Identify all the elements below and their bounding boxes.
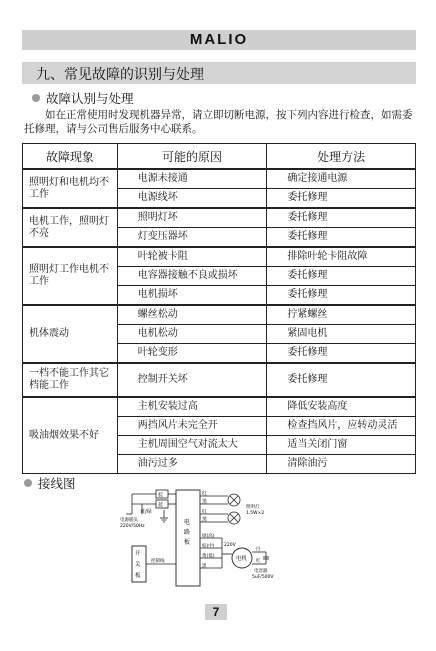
fix-cell: 确定接通电源 bbox=[267, 169, 416, 189]
control-line-label: 控制线 bbox=[151, 559, 165, 564]
section-header-bar bbox=[22, 62, 416, 84]
header-symptom: 故障现象 bbox=[23, 144, 118, 170]
wire-brown-label: 棕 bbox=[158, 492, 164, 499]
cause-cell: 叶轮被卡阻 bbox=[117, 247, 267, 267]
fix-cell: 委托修理 bbox=[267, 189, 416, 209]
fix-cell: 紧固电机 bbox=[267, 325, 416, 344]
fix-cell: 排除叶轮卡阻故障 bbox=[267, 247, 416, 267]
motor-label: 电机 bbox=[236, 556, 248, 562]
cause-cell: 主机安装过高 bbox=[117, 397, 267, 417]
voltage-label: 220V bbox=[224, 543, 236, 548]
table-header-row bbox=[23, 144, 416, 170]
fix-cell: 清除油污 bbox=[267, 455, 416, 474]
fix-cell: 委托修理 bbox=[267, 286, 416, 306]
page-number: 7 bbox=[205, 604, 227, 620]
fault-table bbox=[22, 143, 416, 474]
plug-label: 电源插头 bbox=[120, 518, 138, 523]
fix-cell: 委托修理 bbox=[267, 208, 416, 228]
table-row bbox=[23, 208, 416, 228]
intro-paragraph bbox=[24, 108, 416, 136]
fix-cell: 委托修理 bbox=[267, 267, 416, 286]
wire-yellow-green-label: 黄/绿 bbox=[140, 509, 152, 515]
capacitor-label: 电容器 bbox=[254, 569, 268, 574]
wire-brown-mid-label: 棕(中) bbox=[202, 544, 215, 549]
cause-cell: 灯变压器坏 bbox=[117, 228, 267, 248]
fix-cell: 委托修理 bbox=[267, 363, 416, 397]
plug-spec-label: 220V/50Hz bbox=[120, 524, 145, 529]
bullet-icon bbox=[24, 479, 32, 487]
lamp-spec-label: 1.5W×2 bbox=[246, 511, 265, 516]
fix-cell: 拧紧螺丝 bbox=[267, 305, 416, 325]
switch-label-2: 关 bbox=[135, 562, 141, 568]
wire-red-2-label: 红 bbox=[202, 509, 208, 515]
fault-heading: 故障认别与处理 bbox=[46, 91, 134, 106]
fix-cell: 降低安装高度 bbox=[267, 397, 416, 417]
cause-cell: 螺丝松动 bbox=[117, 305, 267, 325]
board-label-1: 电 bbox=[184, 519, 191, 526]
table-row bbox=[23, 397, 416, 417]
cause-cell: 叶轮变形 bbox=[117, 344, 267, 364]
table-row bbox=[23, 247, 416, 267]
wire-yellow-low-label: 黄(低) bbox=[202, 554, 215, 559]
cause-cell: 电源未接通 bbox=[117, 169, 267, 189]
cause-cell: 照明灯坏 bbox=[117, 208, 267, 228]
fix-cell: 委托修理 bbox=[267, 344, 416, 364]
fix-cell: 检查挡风片，应转动灵活 bbox=[267, 417, 416, 436]
cause-cell: 电机损坏 bbox=[117, 286, 267, 306]
section-title: 九、常见故障的识别与处理 bbox=[36, 67, 204, 83]
lamp-label: 照明灯 bbox=[246, 505, 260, 510]
wire-black-2-label: 黑 bbox=[202, 517, 208, 523]
wire-black-3-label: 黑 bbox=[202, 564, 207, 569]
wire-green-high-label: 绿(高) bbox=[202, 534, 215, 539]
cause-cell: 电容器接触不良或损坏 bbox=[117, 267, 267, 286]
intro-text: 如在正常使用时发现机器异常，请立即切断电源，按下列内容进行检查，如需委托修理，请与公司售后服务中心联系。 bbox=[24, 109, 413, 135]
brand-logo-text: MALIO bbox=[189, 31, 249, 48]
symptom-cell: 一档不能工作其它档能工作 bbox=[23, 363, 118, 397]
fix-cell: 委托修理 bbox=[267, 228, 416, 248]
switch-label-1: 开 bbox=[135, 551, 141, 557]
board-label-3: 板 bbox=[184, 539, 191, 546]
symptom-cell: 电机工作，照明灯不亮 bbox=[23, 208, 118, 247]
symptom-cell: 照明灯工作电机不工作 bbox=[23, 247, 118, 305]
wire-white-label: 白 bbox=[256, 547, 261, 552]
lamp-icon bbox=[228, 512, 240, 524]
board-label-2: 路 bbox=[184, 529, 191, 536]
switch-label-3: 板 bbox=[135, 573, 141, 579]
header-fix: 处理方法 bbox=[267, 144, 416, 170]
table-row bbox=[23, 363, 416, 397]
table-row bbox=[23, 305, 416, 325]
symptom-cell: 机体震动 bbox=[23, 305, 118, 363]
wire-red-1-label: 红 bbox=[202, 491, 208, 497]
ground-icon bbox=[160, 510, 168, 522]
cause-cell: 电机松动 bbox=[117, 325, 267, 344]
wiring-heading: 接线图 bbox=[38, 476, 76, 491]
cause-cell: 电源线坏 bbox=[117, 189, 267, 209]
capacitor-spec-label: 5uF/500V bbox=[252, 575, 274, 580]
wiring-diagram bbox=[118, 488, 288, 596]
table-row bbox=[23, 169, 416, 189]
fix-cell: 适当关闭门窗 bbox=[267, 436, 416, 455]
symptom-cell: 照明灯和电机均不工作 bbox=[23, 169, 118, 208]
cause-cell: 两挡风片未完全开 bbox=[117, 417, 267, 436]
header-cause: 可能的原因 bbox=[117, 144, 267, 170]
cause-cell: 油污过多 bbox=[117, 455, 267, 474]
symptom-cell: 吸油烟效果不好 bbox=[23, 397, 118, 474]
brand-header-bar bbox=[22, 30, 416, 50]
wire-red-3-label: 红 bbox=[256, 559, 261, 564]
cause-cell: 控制开关坏 bbox=[117, 363, 267, 397]
cause-cell: 主机周围空气对流太大 bbox=[117, 436, 267, 455]
wire-blue-label: 蓝 bbox=[158, 502, 164, 509]
circuit-board bbox=[176, 490, 200, 586]
wire-black-1-label: 黑 bbox=[202, 499, 208, 505]
lamp-icon bbox=[228, 494, 240, 506]
bullet-icon bbox=[32, 94, 40, 102]
capacitor-icon bbox=[263, 552, 269, 564]
